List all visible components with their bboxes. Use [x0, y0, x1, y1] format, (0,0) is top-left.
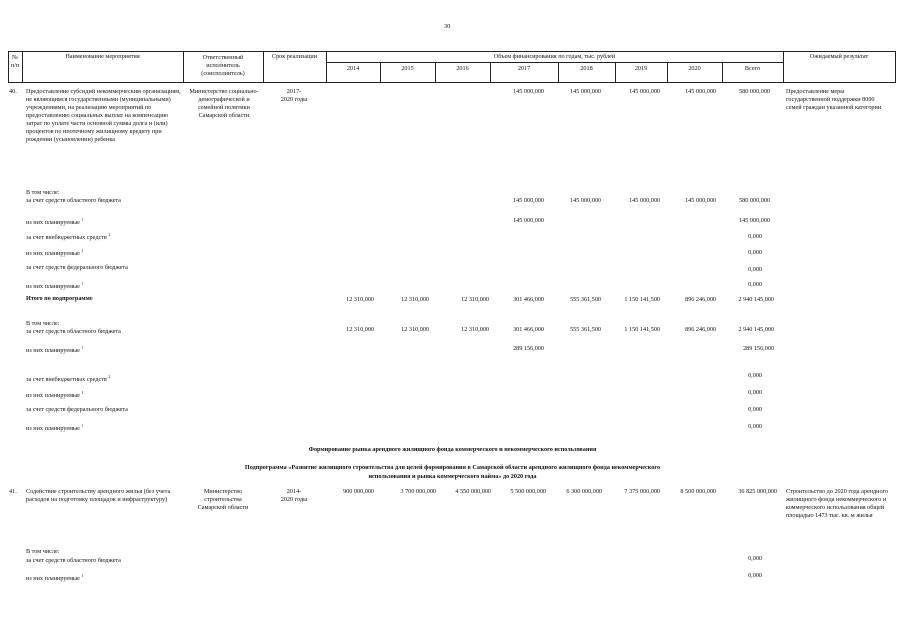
col-term-header: Срок реализации — [271, 53, 318, 60]
expected-result: Строительство до 2020 года арендного жилищного фонда некоммерческого и коммерческого использования общей площадью 1473 тыс. кв. м жилья — [786, 488, 889, 519]
value-2020: 145 000,000 — [685, 88, 716, 95]
value-2020: 896 246,000 — [685, 326, 716, 333]
value-total: 0,000 — [748, 389, 762, 396]
expected-result: Предоставление меры государственной поддержки 8000 семей граждан указанной категории — [786, 88, 882, 111]
subprogram-title: Подпрограмма «Развитие жилищного строительства для целей формирования в Самарской области арендного жилищного фонда некоммерческого — [244, 464, 661, 471]
value-2017: 145 000,000 — [513, 88, 544, 95]
value-2019: 145 000,000 — [629, 88, 660, 95]
value-total: 580 000,000 — [739, 197, 770, 204]
value-2018: 555 361,500 — [570, 296, 601, 303]
value-2017: 301 466,000 — [513, 326, 544, 333]
including-label: В том числе: — [26, 548, 60, 555]
value-total: 580 000,000 — [739, 88, 770, 95]
value-2015: 12 310,000 — [401, 296, 429, 303]
value-2018: 555 361,500 — [570, 326, 601, 333]
year-header: 2016 — [456, 65, 469, 72]
col-exec-header: Ответственный исполнитель (соисполнитель) — [201, 54, 245, 77]
planned-label: из них планируемые $^1$ — [26, 423, 84, 433]
value-2018: 145 000,000 — [570, 197, 601, 204]
page-number: 30 — [444, 23, 451, 30]
subprogram-title-cont: использования и рынка коммерческого найма» до 2020 года — [368, 473, 537, 480]
value-2017: 5 500 000,000 — [510, 488, 546, 495]
value-2020: 8 500 000,000 — [680, 488, 716, 495]
value-2017: 301 466,000 — [513, 296, 544, 303]
value-2019: 7 375 000,000 — [624, 488, 660, 495]
extrabudget-label: за счет внебюджетных средств $^2$ — [26, 232, 111, 242]
year-header: 2019 — [634, 65, 648, 72]
value-2014: 12 310,000 — [346, 326, 374, 333]
measure-name: Содействие строительству арендного жилья (без учета расходов на подготовку площадок и инфраструктуру) — [26, 488, 171, 503]
value-2019: 1 150 141,500 — [624, 326, 660, 333]
value-2016: 12 310,000 — [461, 326, 489, 333]
value-total: 0,000 — [748, 372, 762, 379]
federal-budget-label: за счет средств федерального бюджета — [26, 264, 128, 271]
value-total: 0,000 — [748, 249, 762, 256]
year-header: 2017 — [517, 65, 531, 72]
value-total: 0,000 — [748, 266, 762, 273]
value-total: 0,000 — [748, 233, 762, 240]
value-total: 0,000 — [748, 281, 762, 288]
regional-budget-label: за счет средств областного бюджета — [26, 328, 121, 335]
value-total: 0,000 — [748, 406, 762, 413]
col-result-header: Ожидаемый результат — [809, 53, 869, 60]
value-2015: 12 310,000 — [401, 326, 429, 333]
planned-label: из них планируемые $^1$ — [26, 573, 84, 583]
value-total: 0,000 — [748, 555, 762, 562]
value-2017: 289 156,000 — [513, 345, 544, 352]
extrabudget-label: за счет внебюджетных средств $^2$ — [26, 374, 111, 384]
row-number: 41. — [9, 488, 17, 495]
row-number: 40. — [9, 88, 17, 95]
value-2014: 12 310,000 — [346, 296, 374, 303]
year-header: 2015 — [401, 65, 414, 72]
value-total: 0,000 — [748, 572, 762, 579]
federal-budget-label: за счет средств федерального бюджета — [26, 406, 128, 413]
value-2014: 900 000,000 — [343, 488, 374, 495]
planned-label: из них планируемые $^1$ — [26, 390, 84, 400]
value-2020: 896 246,000 — [685, 296, 716, 303]
value-2019: 145 000,000 — [629, 197, 660, 204]
total-header: Всего — [744, 65, 761, 72]
value-2018: 6 300 000,000 — [566, 488, 602, 495]
value-total: 145 000,000 — [739, 217, 770, 224]
value-2020: 145 000,000 — [685, 197, 716, 204]
subtotal-label: Итого по подпрограмме — [26, 295, 93, 302]
planned-label: из них планируемые $^1$ — [26, 217, 84, 227]
value-total: 0,000 — [748, 423, 762, 430]
planned-label: из них планируемые $^1$ — [26, 248, 84, 258]
including-label: В том числе: — [26, 320, 60, 327]
planned-label: из них планируемые $^1$ — [26, 281, 84, 291]
year-header: 2014 — [346, 65, 360, 72]
value-2017: 145 000,000 — [513, 217, 544, 224]
value-2018: 145 000,000 — [570, 88, 601, 95]
regional-budget-label: за счет средств областного бюджета — [26, 557, 121, 564]
value-2016: 12 310,000 — [461, 296, 489, 303]
col-no-header: № п/п — [10, 54, 20, 69]
year-header: 2020 — [688, 65, 701, 72]
value-2015: 3 700 000,000 — [400, 488, 436, 495]
col-funding-header: Объем финансирования по годам, тыс. рублей — [493, 53, 616, 60]
value-total: 2 940 145,000 — [738, 296, 774, 303]
section-title: Формирование рынка арендного жилищного фонда коммерческого и некоммерческого использования — [308, 446, 597, 453]
value-2016: 4 550 000,000 — [455, 488, 491, 495]
term: 2014- 2020 годы — [280, 488, 308, 503]
including-label: В том числе: — [26, 189, 60, 196]
planned-label: из них планируемые $^1$ — [26, 345, 84, 355]
term: 2017- 2020 годы — [280, 88, 308, 103]
measure-name: Предоставление субсидий некоммерческим организациям, не являющимся государственными (муниципальными) учреждениями, на реализацию мероприятий по предоставлению социальных выплат на компенсацию затрат по уплате части основной суммы долга и (или) процентов по ипотечному жилищному кредиту при рождении (усыновлении) ребенка — [26, 88, 181, 143]
col-name-header: Наименование мероприятия — [65, 53, 140, 60]
value-total: 289 156,000 — [743, 345, 774, 352]
value-total: 2 940 145,000 — [738, 326, 774, 333]
executor: Министерство строительства Самарской области — [197, 488, 249, 511]
value-2017: 145 000,000 — [513, 197, 544, 204]
value-total: 36 825 000,000 — [738, 488, 777, 495]
regional-budget-label: за счет средств областного бюджета — [26, 197, 121, 204]
year-header: 2018 — [580, 65, 593, 72]
executor: Министерство социально-демографической и семейной политики Самарской области — [189, 88, 259, 119]
value-2019: 1 150 141,500 — [624, 296, 660, 303]
